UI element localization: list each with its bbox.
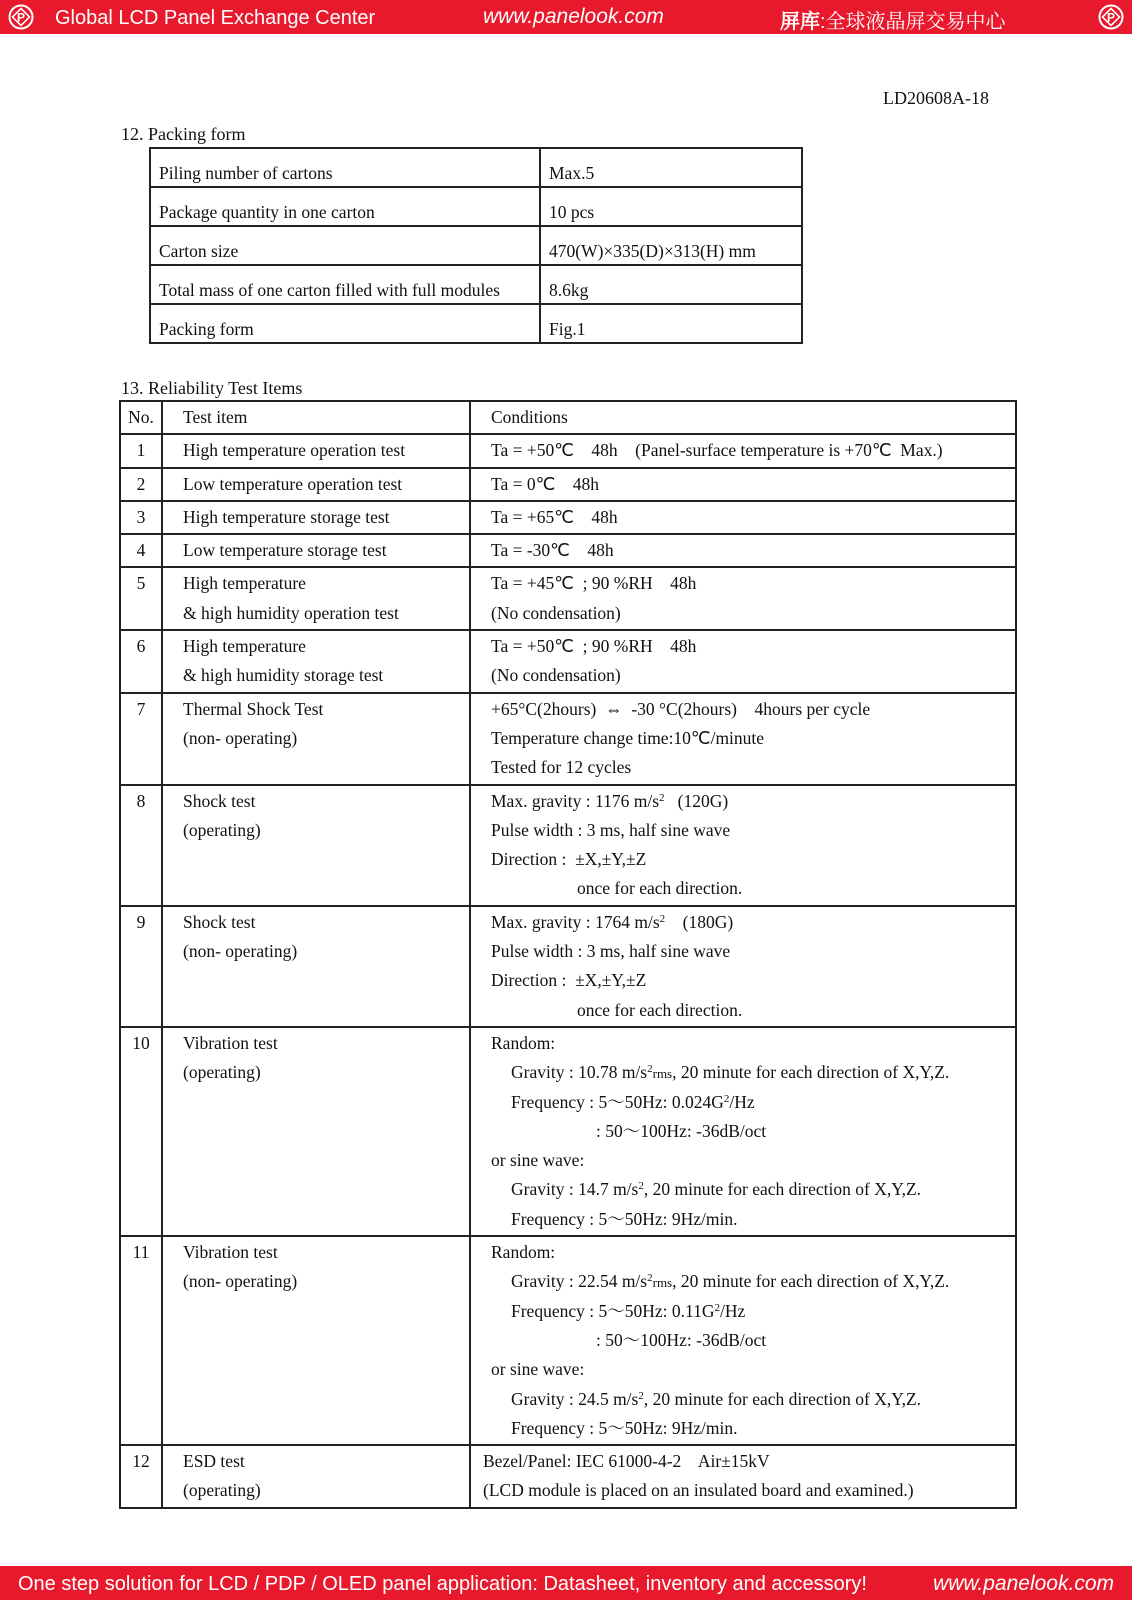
row-no: 4	[120, 534, 162, 567]
header-cn-bold: 屏库	[780, 11, 820, 33]
header-no: No.	[120, 401, 162, 434]
test-item-line: ESD test	[183, 1451, 245, 1472]
condition-line: Tested for 12 cycles	[491, 757, 632, 778]
test-item-line: Low temperature operation test	[183, 473, 403, 494]
row-no: 6	[120, 630, 162, 693]
test-item	[162, 693, 470, 785]
row-no: 8	[120, 785, 162, 906]
table-row	[120, 693, 1016, 785]
condition-line: Max. gravity : 1176 $m/s^2$ (120G)	[491, 790, 729, 811]
header-cn-text: :全球液晶屏交易中心	[820, 11, 1006, 33]
test-item	[162, 785, 470, 906]
condition-line: Direction : ±X,±Y,±Z	[491, 970, 647, 991]
table-header-row	[120, 401, 1016, 434]
condition-line: Gravity : 24.5 $m/s^2$, 20 minute for each direction of X,Y,Z.	[511, 1388, 922, 1409]
row-no: 7	[120, 693, 162, 785]
condition-line: Ta = +45℃ ; 90 %RH 48h	[491, 573, 697, 594]
test-item	[162, 567, 470, 630]
packing-section-title: 12. Packing form	[121, 124, 246, 144]
row-no: 10	[120, 1027, 162, 1236]
condition-line: Ta = -30℃ 48h	[491, 540, 614, 561]
packing-value: Fig.1	[540, 304, 802, 343]
condition-line: once for each direction.	[577, 999, 743, 1020]
panelook-logo-icon	[8, 4, 34, 30]
table-row	[120, 785, 1016, 906]
test-item-line: High temperature	[183, 573, 306, 594]
test-conditions	[470, 534, 1016, 567]
test-item-line: Vibration test	[183, 1032, 278, 1053]
table-row	[120, 906, 1016, 1027]
packing-label: Total mass of one carton filled with full modules	[150, 265, 540, 304]
condition-line: Frequency : 5～50Hz: $0.024G^2/Hz$	[511, 1091, 755, 1112]
table-row	[120, 1027, 1016, 1236]
panelook-logo-icon	[1098, 4, 1124, 30]
condition-line: Ta = +50℃ 48h (Panel-surface temperature is +70℃ Max.)	[491, 440, 943, 461]
condition-line: (No condensation)	[491, 665, 621, 686]
table-row	[120, 630, 1016, 693]
test-conditions	[470, 906, 1016, 1027]
test-conditions	[470, 630, 1016, 693]
packing-label: Package quantity in one carton	[150, 187, 540, 226]
test-conditions	[470, 567, 1016, 630]
svg-text:P: P	[1106, 10, 1116, 25]
row-no: 12	[120, 1445, 162, 1508]
table-row	[150, 187, 802, 226]
test-item-line: High temperature	[183, 636, 306, 657]
table-row	[120, 1236, 1016, 1445]
test-item-line: (operating)	[183, 819, 261, 840]
condition-line: Frequency : 5～50Hz: 9Hz/min.	[511, 1417, 738, 1438]
condition-line: : 50～100Hz: -36dB/oct	[596, 1120, 767, 1141]
packing-value: 8.6kg	[540, 265, 802, 304]
condition-line: Gravity : 22.54 $m/s^2rms$, 20 minute for each direction of X,Y,Z.	[511, 1271, 950, 1292]
svg-text:P: P	[16, 10, 26, 25]
condition-line: Temperature change time:10℃/minute	[491, 727, 765, 748]
test-item	[162, 1236, 470, 1445]
condition-line: Random:	[491, 1032, 556, 1053]
test-item-line: Shock test	[183, 911, 256, 932]
test-item	[162, 468, 470, 501]
condition-line: Pulse width : 3 ms, half sine wave	[491, 819, 731, 840]
test-item-line: & high humidity storage test	[183, 665, 384, 686]
footer-url-link[interactable]: www.panelook.com	[933, 1572, 1114, 1595]
condition-line: Ta = 0℃ 48h	[491, 473, 600, 494]
test-item	[162, 1027, 470, 1236]
header-test-item: Test item	[162, 401, 470, 434]
condition-line: Bezel/Panel: IEC 61000-4-2 Air±15kV	[483, 1451, 770, 1472]
test-item-line: (non- operating)	[183, 1271, 298, 1292]
condition-line: Frequency : 5～50Hz: 9Hz/min.	[511, 1208, 738, 1229]
bottom-banner	[0, 1566, 1132, 1600]
packing-value: 10 pcs	[540, 187, 802, 226]
table-row	[150, 304, 802, 343]
condition-line: +65°C(2hours) ⇔ -30 °C(2hours) 4hours per cycle	[491, 698, 871, 719]
condition-line: or sine wave:	[491, 1359, 585, 1380]
table-row	[120, 534, 1016, 567]
header-cn-title	[780, 5, 1006, 34]
condition-line: or sine wave:	[491, 1150, 585, 1171]
test-conditions	[470, 785, 1016, 906]
header-url-link[interactable]: www.panelook.com	[483, 5, 664, 28]
table-row	[120, 434, 1016, 467]
reliability-table	[119, 400, 1017, 1509]
packing-value: 470(W)×335(D)×313(H) mm	[540, 226, 802, 265]
condition-line: Pulse width : 3 ms, half sine wave	[491, 941, 731, 962]
condition-line: (No condensation)	[491, 602, 621, 623]
table-row	[120, 567, 1016, 630]
test-item	[162, 1445, 470, 1508]
test-item-line: (operating)	[183, 1062, 261, 1083]
test-item-line: High temperature operation test	[183, 440, 406, 461]
footer-text: One step solution for LCD / PDP / OLED panel application: Datasheet, inventory and accessory!	[18, 1573, 867, 1595]
test-conditions	[470, 434, 1016, 467]
test-conditions	[470, 693, 1016, 785]
top-banner	[0, 0, 1132, 34]
packing-label: Piling number of cartons	[150, 148, 540, 187]
condition-line: Direction : ±X,±Y,±Z	[491, 849, 647, 870]
test-item	[162, 434, 470, 467]
document-id: LD20608A-18	[883, 88, 989, 108]
row-no: 9	[120, 906, 162, 1027]
condition-line: Gravity : 10.78 $m/s^2rms$, 20 minute for each direction of X,Y,Z.	[511, 1062, 950, 1083]
test-item-line: Vibration test	[183, 1242, 278, 1263]
test-item	[162, 630, 470, 693]
condition-line: Frequency : 5～50Hz: $0.11G^2/Hz$	[511, 1300, 746, 1321]
test-item-line: (non- operating)	[183, 941, 298, 962]
test-conditions	[470, 1445, 1016, 1508]
table-row	[120, 1445, 1016, 1508]
test-item	[162, 906, 470, 1027]
header-site-name: Global LCD Panel Exchange Center	[55, 7, 376, 29]
test-item-line: (non- operating)	[183, 727, 298, 748]
test-item-line: Low temperature storage test	[183, 540, 387, 561]
table-row	[150, 226, 802, 265]
row-no: 5	[120, 567, 162, 630]
row-no: 11	[120, 1236, 162, 1445]
test-item	[162, 534, 470, 567]
header-conditions: Conditions	[470, 401, 1016, 434]
test-conditions	[470, 1027, 1016, 1236]
test-conditions	[470, 501, 1016, 534]
test-item	[162, 501, 470, 534]
condition-line: (LCD module is placed on an insulated board and examined.)	[483, 1480, 914, 1501]
packing-value: Max.5	[540, 148, 802, 187]
test-conditions	[470, 468, 1016, 501]
condition-line: : 50～100Hz: -36dB/oct	[596, 1329, 767, 1350]
table-row	[120, 468, 1016, 501]
condition-line: Ta = +50℃ ; 90 %RH 48h	[491, 636, 697, 657]
table-row	[150, 265, 802, 304]
packing-table	[149, 147, 803, 344]
condition-line: once for each direction.	[577, 878, 743, 899]
row-no: 2	[120, 468, 162, 501]
table-row	[150, 148, 802, 187]
packing-label: Carton size	[150, 226, 540, 265]
test-item-line: Thermal Shock Test	[183, 698, 324, 719]
reliability-section-title: 13. Reliability Test Items	[121, 378, 303, 398]
row-no: 3	[120, 501, 162, 534]
condition-line: Ta = +65℃ 48h	[491, 506, 618, 527]
test-item-line: (operating)	[183, 1480, 261, 1501]
test-item-line: High temperature storage test	[183, 506, 390, 527]
condition-line: Max. gravity : 1764 $m/s^2$ (180G)	[491, 911, 734, 932]
test-conditions	[470, 1236, 1016, 1445]
row-no: 1	[120, 434, 162, 467]
test-item-line: & high humidity operation test	[183, 602, 399, 623]
packing-label: Packing form	[150, 304, 540, 343]
condition-line: Gravity : 14.7 $m/s^2$, 20 minute for each direction of X,Y,Z.	[511, 1179, 922, 1200]
test-item-line: Shock test	[183, 790, 256, 811]
condition-line: Random:	[491, 1242, 556, 1263]
table-row	[120, 501, 1016, 534]
